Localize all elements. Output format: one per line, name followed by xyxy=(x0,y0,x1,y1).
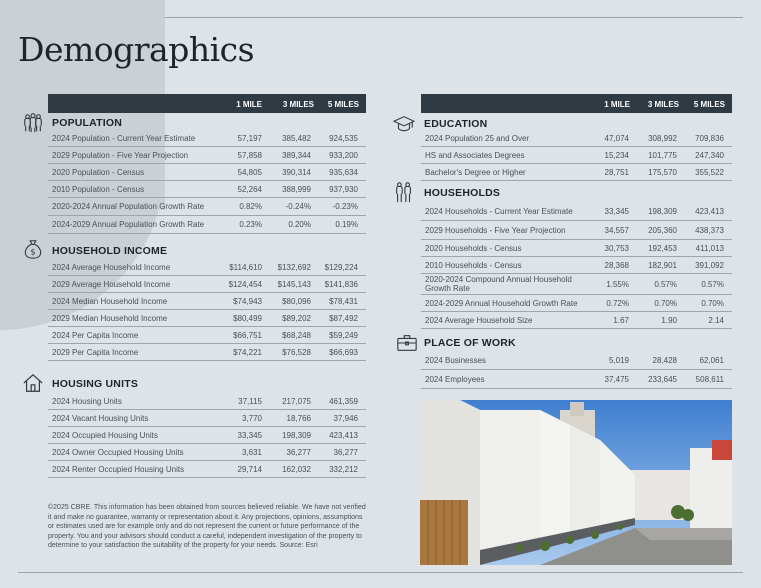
row-value: 709,836 xyxy=(695,133,724,143)
row-label: HS and Associates Degrees xyxy=(425,150,525,160)
row-value: 33,345 xyxy=(237,430,262,440)
section-title-education: EDUCATION xyxy=(424,118,488,130)
table-row xyxy=(48,164,366,181)
row-value: $80,096 xyxy=(282,296,311,306)
row-value: 47,074 xyxy=(604,133,629,143)
table-row xyxy=(421,147,732,164)
row-value: 28,751 xyxy=(604,167,629,177)
table-row xyxy=(48,344,366,361)
row-value: 52,264 xyxy=(237,184,262,194)
top-rule xyxy=(165,17,743,18)
table-row xyxy=(48,198,366,216)
row-value: 33,345 xyxy=(604,206,629,216)
row-value: 37,946 xyxy=(333,413,358,423)
row-value: 438,373 xyxy=(695,225,724,235)
row-value: $78,431 xyxy=(329,296,358,306)
row-value: 54,805 xyxy=(237,167,262,177)
row-label: 2024 Businesses xyxy=(425,355,486,365)
row-value: 388,999 xyxy=(282,184,311,194)
row-value: -0.24% xyxy=(285,202,311,211)
table-row xyxy=(421,274,732,295)
row-value: -0.23% xyxy=(332,202,358,211)
row-label: 2024 Occupied Housing Units xyxy=(52,430,158,440)
column-header-5-miles-right: 5 MILES xyxy=(693,100,725,109)
row-value: 461,359 xyxy=(329,396,358,406)
row-value: 355,522 xyxy=(695,167,724,177)
table-row xyxy=(48,181,366,198)
row-value: 1.67 xyxy=(613,315,629,325)
row-label: 2010 Households - Census xyxy=(425,260,522,270)
row-value: 0.19% xyxy=(335,220,358,229)
row-value: 411,013 xyxy=(695,243,724,253)
section-title-households: HOUSEHOLDS xyxy=(424,187,501,199)
disclaimer-text: ©2025 CBRE. This information has been obtained from sources believed reliable. We have not verified it and make no guarantee, warranty or representation about it. Any projections, opinions, assumptions or estimates used are for example only and do not represent the current or future performance of the property. You and your advisors should conduct a careful, independent investigation of the property to determine to your satisfaction the suitability of the property for your needs. Source: Esri xyxy=(48,504,366,550)
row-value: 233,645 xyxy=(648,374,677,384)
row-value: 0.70% xyxy=(701,298,724,308)
row-value: $59,249 xyxy=(329,330,358,340)
row-label: 2029 Average Household Income xyxy=(52,279,171,289)
row-value: $80,499 xyxy=(233,313,262,323)
row-label: 2029 Median Household Income xyxy=(52,313,168,323)
row-value: 34,557 xyxy=(604,225,629,235)
row-value: 101,775 xyxy=(648,150,677,160)
row-value: 0.20% xyxy=(288,220,311,229)
row-value: 28,368 xyxy=(604,260,629,270)
section-title-household-income: HOUSEHOLD INCOME xyxy=(52,245,168,257)
row-label: 2010 Population - Census xyxy=(52,184,145,194)
row-label: 2024 Average Household Income xyxy=(52,262,171,272)
row-value: 198,309 xyxy=(648,206,677,216)
row-value: 332,212 xyxy=(329,464,358,474)
row-value: $87,492 xyxy=(329,313,358,323)
table-row xyxy=(421,164,732,181)
briefcase-icon xyxy=(396,332,418,354)
row-label: 2029 Population - Five Year Projection xyxy=(52,150,189,160)
row-value: 390,314 xyxy=(282,167,311,177)
row-label: 2024 Per Capita Income xyxy=(52,330,139,340)
row-value: $132,692 xyxy=(277,262,311,272)
row-label: 2024 Average Household Size xyxy=(425,315,533,325)
row-label: 2024 Households - Current Year Estimate xyxy=(425,206,573,216)
row-value: 0.57% xyxy=(654,279,677,289)
row-label: 2024 Renter Occupied Housing Units xyxy=(52,464,185,474)
table-row xyxy=(48,147,366,164)
row-value: 385,482 xyxy=(282,133,311,143)
row-value: $141,836 xyxy=(324,279,358,289)
row-value: 423,413 xyxy=(695,206,724,216)
table-row xyxy=(421,351,732,370)
row-label: 2024 Vacant Housing Units xyxy=(52,413,149,423)
table-row xyxy=(48,410,366,427)
row-value: 391,092 xyxy=(695,260,724,270)
money-bag-icon xyxy=(22,238,44,260)
row-value: 37,115 xyxy=(238,396,262,406)
table-row xyxy=(421,295,732,312)
row-label: 2020 Households - Census xyxy=(425,243,522,253)
table-row xyxy=(48,293,366,310)
property-photo xyxy=(420,400,732,565)
row-value: 175,570 xyxy=(648,167,677,177)
section-title-housing-units: HOUSING UNITS xyxy=(52,378,139,390)
row-value: $124,454 xyxy=(228,279,262,289)
table-row xyxy=(421,221,732,240)
table-row xyxy=(48,461,366,478)
row-value: 924,535 xyxy=(329,133,358,143)
row-label: 2024 Population 25 and Over xyxy=(425,133,530,143)
row-label: 2024 Owner Occupied Housing Units xyxy=(52,447,184,457)
row-value: 3,770 xyxy=(241,413,262,423)
row-label: 2024 Population - Current Year Estimate xyxy=(52,133,196,143)
row-value: 935,634 xyxy=(329,167,358,177)
row-value: 62,061 xyxy=(699,355,724,365)
row-label: 2024-2029 Annual Population Growth Rate xyxy=(52,220,205,229)
row-value: 508,611 xyxy=(695,374,724,384)
row-value: 0.72% xyxy=(606,298,629,308)
row-value: 2.14 xyxy=(708,315,724,325)
row-value: $66,751 xyxy=(233,330,262,340)
row-value: 57,197 xyxy=(237,133,262,143)
row-value: 192,453 xyxy=(648,243,677,253)
row-value: 205,360 xyxy=(648,225,677,235)
row-value: 36,277 xyxy=(333,447,358,457)
row-value: 30,753 xyxy=(604,243,629,253)
row-value: 0.57% xyxy=(701,279,724,289)
row-value: 198,309 xyxy=(282,430,311,440)
row-value: 36,277 xyxy=(286,447,311,457)
row-label: 2024 Employees xyxy=(425,374,485,384)
table-row xyxy=(421,130,732,147)
row-label: 2024-2029 Annual Household Growth Rate xyxy=(425,298,578,308)
row-value: 0.23% xyxy=(239,220,262,229)
row-value: 182,901 xyxy=(648,260,677,270)
row-value: $74,943 xyxy=(233,296,262,306)
column-header-5-miles: 5 MILES xyxy=(327,100,359,109)
table-row xyxy=(421,370,732,389)
column-header-1-mile: 1 MILE xyxy=(236,100,262,109)
row-label: 2020-2024 Annual Population Growth Rate xyxy=(52,202,205,211)
table-row xyxy=(48,444,366,461)
row-value: 57,858 xyxy=(237,150,262,160)
row-value: $76,528 xyxy=(282,347,311,357)
row-label: 2020-2024 Compound Annual Household Growth Rate xyxy=(425,275,572,293)
house-icon xyxy=(22,372,44,394)
row-value: 18,766 xyxy=(286,413,311,423)
row-value: 1.55% xyxy=(606,279,629,289)
row-label: 2020 Population - Census xyxy=(52,167,145,177)
table-row xyxy=(48,327,366,344)
table-row xyxy=(48,310,366,327)
row-label: 2029 Households - Five Year Projection xyxy=(425,225,566,235)
row-value: 28,428 xyxy=(652,355,677,365)
graduation-cap-icon xyxy=(393,113,415,135)
page-title: Demographics xyxy=(18,30,255,69)
row-value: 933,200 xyxy=(329,150,358,160)
row-value: $74,221 xyxy=(233,347,262,357)
svg-text:$: $ xyxy=(30,246,36,257)
row-value: 0.70% xyxy=(654,298,677,308)
column-header-3-miles: 3 MILES xyxy=(282,100,314,109)
section-title-population: POPULATION xyxy=(52,117,123,129)
table-row xyxy=(48,393,366,410)
table-row xyxy=(48,259,366,276)
section-title-place-of-work: PLACE OF WORK xyxy=(424,337,516,349)
row-value: 937,930 xyxy=(329,184,358,194)
people-group-icon xyxy=(22,112,44,134)
row-label: 2024 Housing Units xyxy=(52,396,122,406)
right-table-header xyxy=(421,94,732,113)
column-header-3-miles-right: 3 MILES xyxy=(647,100,679,109)
bottom-rule xyxy=(18,572,743,573)
row-value: $89,202 xyxy=(282,313,311,323)
left-table-header xyxy=(48,94,366,113)
row-value: $145,143 xyxy=(277,279,311,289)
row-label: Bachelor's Degree or Higher xyxy=(425,167,526,177)
row-label: 2024 Median Household Income xyxy=(52,296,168,306)
row-value: 423,413 xyxy=(329,430,358,440)
row-value: 15,234 xyxy=(604,150,629,160)
table-row xyxy=(48,216,366,234)
table-row xyxy=(421,257,732,274)
row-value: 247,340 xyxy=(695,150,724,160)
row-value: 1.90 xyxy=(661,315,677,325)
row-value: 389,344 xyxy=(282,150,311,160)
row-value: $129,224 xyxy=(324,262,358,272)
row-value: 3,631 xyxy=(241,447,262,457)
row-value: 5,019 xyxy=(608,355,629,365)
table-row xyxy=(48,130,366,147)
row-value: 162,032 xyxy=(282,464,311,474)
row-value: 308,992 xyxy=(648,133,677,143)
row-value: $68,248 xyxy=(282,330,311,340)
table-row xyxy=(421,202,732,221)
table-row xyxy=(48,427,366,444)
column-header-1-mile-right: 1 MILE xyxy=(604,100,630,109)
table-row xyxy=(421,312,732,329)
row-value: 217,075 xyxy=(282,396,311,406)
table-row xyxy=(421,240,732,257)
table-row xyxy=(48,276,366,293)
row-label: 2029 Per Capita Income xyxy=(52,347,139,357)
row-value: $114,610 xyxy=(229,262,262,272)
row-value: 29,714 xyxy=(237,464,262,474)
row-value: $66,693 xyxy=(329,347,358,357)
row-value: 37,475 xyxy=(604,374,629,384)
family-icon xyxy=(393,181,415,203)
row-value: 0.82% xyxy=(239,202,262,211)
